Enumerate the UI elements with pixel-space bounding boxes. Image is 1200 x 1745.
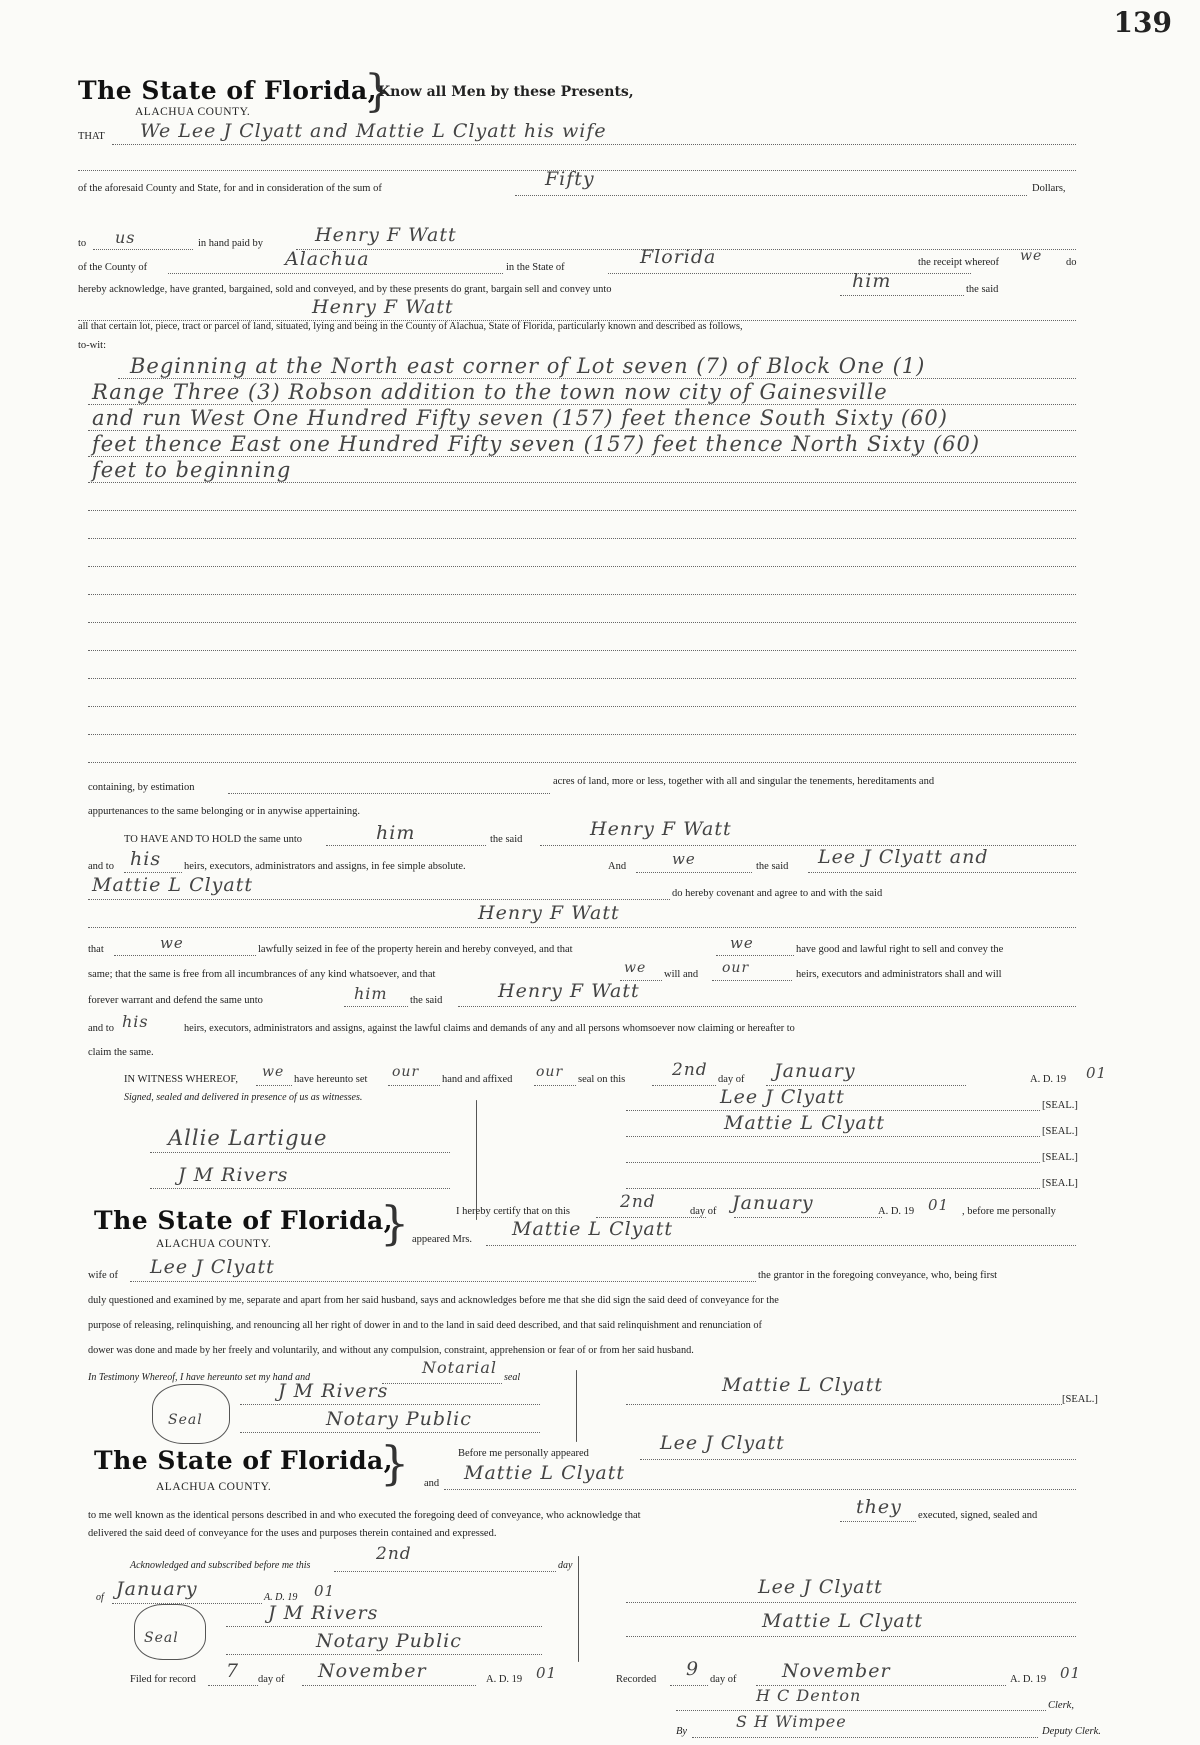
- ack-month-line: [112, 1603, 262, 1604]
- our-line: [712, 980, 792, 981]
- county-value: Alachua: [285, 248, 370, 270]
- we-line: [636, 872, 752, 873]
- county-of-label: of the County of: [78, 262, 148, 273]
- amount-line: [515, 195, 1027, 196]
- warrant-unto-line: [344, 1006, 408, 1007]
- blank-line: [88, 594, 1076, 595]
- recorded-label: Recorded: [616, 1674, 657, 1685]
- ack-of-label: of: [96, 1592, 104, 1603]
- witness-month-value: January: [774, 1060, 856, 1082]
- cert1-year-value: 01: [928, 1196, 950, 1214]
- description-line: Range Three (3) Robson addition to the town now city of Gainesville: [92, 380, 888, 404]
- clerk-name: H C Denton: [756, 1686, 862, 1705]
- witness-year-value: 01: [1086, 1064, 1108, 1082]
- cert2-before-text: Before me personally appeared: [458, 1448, 589, 1459]
- witness-our2-value: our: [536, 1064, 564, 1080]
- grantor-names: We Lee J Clyatt and Mattie L Clyatt his wife: [140, 120, 607, 142]
- filed-day-of: day of: [258, 1674, 285, 1685]
- ack-bracket: [578, 1556, 579, 1662]
- witness-day-line: [652, 1085, 716, 1086]
- cert1-county: ALACHUA COUNTY.: [156, 1238, 272, 1250]
- claims-text: heirs, executors, administrators and assigns, against the lawful claims and demands of any and all persons whomsoever now claiming or hereafter to: [184, 1023, 795, 1034]
- receipt-label: the receipt whereof: [918, 257, 1000, 268]
- county-label: ALACHUA COUNTY.: [135, 106, 251, 118]
- blank-line: [88, 678, 1076, 679]
- notary2-name-line: [226, 1626, 542, 1627]
- county-line: [168, 273, 503, 274]
- known-text: to me well known as the identical persons described in and who executed the foregoing deed of conveyance, who acknowledge that: [88, 1510, 641, 1521]
- signed-sealed-text: Signed, sealed and delivered in presence of us as witnesses.: [124, 1092, 363, 1103]
- ack-ad-label: A. D. 19: [264, 1592, 298, 1603]
- cert1-month-value: January: [732, 1192, 814, 1214]
- wife-signature-line: [626, 1404, 1062, 1405]
- cert2-title: The State of Florida,: [94, 1446, 393, 1475]
- filed-label: Filed for record: [130, 1674, 196, 1685]
- by-label: By: [676, 1726, 688, 1737]
- seized-that-line: [114, 955, 256, 956]
- know-all-men: Know all Men by these Presents,: [378, 84, 634, 100]
- grantor1-name: Lee J Clyatt and: [818, 846, 989, 868]
- hand-text: hand and affixed: [442, 1074, 513, 1085]
- blank-line: [88, 762, 1076, 763]
- page-number: 139: [1113, 6, 1172, 39]
- notary2-title: Notary Public: [316, 1630, 462, 1652]
- notarial-line: [382, 1383, 502, 1384]
- that-line: [112, 144, 1076, 145]
- claims-his-value: his: [122, 1012, 149, 1031]
- payer-name: Henry F Watt: [315, 224, 457, 246]
- seized-that-label: that: [88, 944, 104, 955]
- ack-day-line: [334, 1571, 556, 1572]
- grant-text: hereby acknowledge, have granted, bargained, sold and conveyed, and by these presents do grant, bargain sell and convey unto: [78, 284, 612, 295]
- witness-we-value: we: [262, 1064, 285, 1080]
- description-line: Beginning at the North east corner of Lot seven (7) of Block One (1): [130, 354, 926, 378]
- clerk-label: Clerk,: [1048, 1700, 1074, 1711]
- seal-on-text: seal on this: [578, 1074, 626, 1085]
- habendum-said-label: the said: [490, 834, 523, 845]
- state-value: Florida: [640, 246, 717, 268]
- grantor2-name: Mattie L Clyatt: [92, 874, 254, 896]
- cert1-before-text: , before me personally: [962, 1206, 1056, 1217]
- do-label: do: [1066, 257, 1077, 268]
- free-text: same; that the same is free from all incumbrances of any kind whatsoever, and that: [88, 969, 436, 980]
- delivered-text: delivered the said deed of conveyance for the uses and purposes therein contained and expressed.: [88, 1528, 497, 1539]
- cert1-body-line: duly questioned and examined by me, separate and apart from her said husband, says and acknowledges before me that she did sign the said deed of conveyance for the: [88, 1295, 779, 1306]
- blank-line: [88, 538, 1076, 539]
- blank-line: [88, 706, 1076, 707]
- testimony-text: In Testimony Whereof, I have hereunto set my hand and: [88, 1372, 311, 1383]
- witness-our2-line: [534, 1085, 576, 1086]
- notary2-seal-word: Seal: [144, 1630, 179, 1646]
- notary-seal-word: Seal: [168, 1412, 203, 1428]
- filed-day-line: [208, 1685, 258, 1686]
- wife-seal-label: [SEAL.]: [1062, 1394, 1098, 1405]
- will-label: will and: [664, 969, 699, 980]
- unto-line: [840, 295, 964, 296]
- signature-line: [626, 1188, 1040, 1189]
- notary-title: Notary Public: [326, 1408, 472, 1430]
- cert1-certify-text: I hereby certify that on this: [456, 1206, 571, 1217]
- state-line: [608, 273, 971, 274]
- witness-bracket: [476, 1100, 477, 1220]
- deputy-label: Deputy Clerk.: [1042, 1726, 1101, 1737]
- witness-we-line: [256, 1085, 292, 1086]
- state-label: in the State of: [506, 262, 565, 273]
- habendum-name-line: [540, 845, 1076, 846]
- person2-name: Mattie L Clyatt: [464, 1462, 626, 1484]
- right-line: [716, 955, 794, 956]
- notary-name: J M Rivers: [278, 1380, 389, 1402]
- dollars-label: Dollars,: [1032, 183, 1066, 194]
- to-line: [93, 249, 193, 250]
- claim-same-text: claim the same.: [88, 1047, 154, 1058]
- cert1-day-value: 2nd: [620, 1192, 656, 1212]
- filed-day-value: 7: [226, 1660, 240, 1682]
- warrant-name-line: [458, 1006, 1076, 1007]
- rec-day-of: day of: [710, 1674, 737, 1685]
- consideration-label: of the aforesaid County and State, for and in consideration of the sum of: [78, 183, 382, 194]
- hereunto-text: have hereunto set: [294, 1074, 368, 1085]
- warrant-text: forever warrant and defend the same unto: [88, 995, 263, 1006]
- habendum-unto-line: [326, 845, 486, 846]
- appurtenances-text: appurtenances to the same belonging or in anywise appertaining.: [88, 806, 361, 817]
- ack-day-value: 2nd: [376, 1544, 412, 1564]
- witness-our-line: [388, 1085, 440, 1086]
- witness-label: IN WITNESS WHEREOF,: [124, 1074, 238, 1085]
- covenant-name: Henry F Watt: [478, 902, 620, 924]
- testimony-seal-text: seal: [504, 1372, 521, 1383]
- grantor1-line: [808, 872, 1076, 873]
- executed-text: executed, signed, sealed and: [918, 1510, 1038, 1521]
- witness-ad-label: A. D. 19: [1030, 1074, 1067, 1085]
- blank-line: [88, 622, 1076, 623]
- receipt-value: we: [1020, 248, 1043, 264]
- wife-of-label: wife of: [88, 1270, 119, 1281]
- blank-line: [88, 650, 1076, 651]
- rec-month-value: November: [782, 1660, 891, 1682]
- notarial-value: Notarial: [422, 1358, 498, 1377]
- deputy-line: [692, 1737, 1038, 1738]
- cert1-body-line: purpose of releasing, relinquishing, and renouncing all her right of dower in and to the land in said deed described, and that said relinquishment and renunciation of: [88, 1320, 762, 1331]
- rec-ad-label: A. D. 19: [1010, 1674, 1047, 1685]
- right-value: we: [730, 934, 754, 952]
- covenant-name-line: [88, 927, 1076, 928]
- signature-line: [626, 1162, 1040, 1163]
- they-line: [840, 1521, 916, 1522]
- appeared-text: appeared Mrs.: [412, 1234, 473, 1245]
- person1-name: Lee J Clyatt: [660, 1432, 785, 1454]
- rec-day-value: 9: [686, 1658, 700, 1680]
- husband-name: Lee J Clyatt: [150, 1256, 275, 1278]
- cert1-brace: }: [380, 1196, 410, 1250]
- deputy-name: S H Wimpee: [736, 1712, 847, 1731]
- desc-line: [88, 404, 1076, 405]
- acres-text: acres of land, more or less, together with all and singular the tenements, hereditaments and: [553, 776, 935, 787]
- habendum-label: TO HAVE AND TO HOLD the same unto: [124, 834, 303, 845]
- witness-our-value: our: [392, 1064, 420, 1080]
- heading-brace: }: [364, 66, 392, 117]
- seal-label: [SEAL.]: [1042, 1100, 1078, 1111]
- cert1-month-line: [734, 1217, 882, 1218]
- will-value: we: [624, 960, 647, 976]
- consideration-amount: Fifty: [545, 168, 595, 190]
- clerk-line: [676, 1710, 1046, 1711]
- signature-line: [626, 1136, 1040, 1137]
- testimony-bracket: [576, 1370, 577, 1442]
- mrs-name: Mattie L Clyatt: [512, 1218, 674, 1240]
- land-clause: all that certain lot, piece, tract or parcel of land, situated, lying and being in the County of Alachua, State of Florida, particularly known and described as follows,: [78, 321, 743, 332]
- notary-name-line: [240, 1404, 540, 1405]
- cert2-county: ALACHUA COUNTY.: [156, 1481, 272, 1493]
- sig2-line: [626, 1636, 1076, 1637]
- witness-day-value: 2nd: [672, 1060, 708, 1080]
- filed-month-value: November: [318, 1660, 427, 1682]
- ack-year-value: 01: [314, 1582, 336, 1600]
- cert1-title: The State of Florida,: [94, 1206, 393, 1235]
- we-value: we: [672, 850, 696, 868]
- covenant-text: do hereby covenant and agree to and with the said: [672, 888, 883, 899]
- habendum-name: Henry F Watt: [590, 818, 732, 840]
- witness2-signature: J M Rivers: [178, 1164, 289, 1186]
- the-said-label: the said: [756, 861, 789, 872]
- notary2-name: J M Rivers: [268, 1602, 379, 1624]
- cert2-signature-mattie: Mattie L Clyatt: [762, 1610, 924, 1632]
- signature: Lee J Clyatt: [720, 1086, 845, 1108]
- desc-line: [88, 430, 1076, 431]
- grantor-text: the grantor in the foregoing conveyance, who, being first: [758, 1270, 998, 1281]
- right-text: have good and lawful right to sell and convey the: [796, 944, 1004, 955]
- that-label: THAT: [78, 131, 105, 142]
- in-hand-label: in hand paid by: [198, 238, 264, 249]
- and-to-label: and to: [88, 861, 114, 872]
- warrant-said-label: the said: [410, 995, 443, 1006]
- notary-title-line: [240, 1432, 540, 1433]
- filed-year-value: 01: [536, 1664, 558, 1682]
- cert1-day-of: day of: [690, 1206, 717, 1217]
- seal-label: [SEAL.]: [1042, 1126, 1078, 1137]
- warrant-value: him: [354, 984, 388, 1003]
- unto-value: him: [852, 270, 892, 292]
- to-label: to: [78, 238, 87, 249]
- seal-label: [SEAL.]: [1042, 1152, 1078, 1163]
- witness1-line: [150, 1152, 450, 1153]
- said-label: the said: [966, 284, 999, 295]
- ack-month-value: January: [116, 1578, 198, 1600]
- cert1-body-line: dower was done and made by her freely and voluntarily, and without any compulsion, constraint, apprehension or fear of or from her said husband.: [88, 1345, 694, 1356]
- witness1-signature: Allie Lartigue: [168, 1126, 328, 1150]
- his-value: his: [130, 848, 162, 870]
- signature: Mattie L Clyatt: [724, 1112, 886, 1134]
- our-value: our: [722, 960, 750, 976]
- claims-and-to: and to: [88, 1023, 114, 1034]
- to-wit-label: to-wit:: [78, 340, 106, 351]
- warrant-name: Henry F Watt: [498, 980, 640, 1002]
- blank-line: [88, 734, 1076, 735]
- seized-that-value: we: [160, 934, 184, 952]
- person2-line: [444, 1489, 1076, 1490]
- his-line: [124, 872, 182, 873]
- cert2-signature-lee: Lee J Clyatt: [758, 1576, 883, 1598]
- sig1-line: [626, 1602, 1076, 1603]
- signature-line: [626, 1110, 1040, 1111]
- rec-day-line: [670, 1685, 708, 1686]
- rec-year-value: 01: [1060, 1664, 1082, 1682]
- witness2-line: [150, 1188, 450, 1189]
- grantor2-line: [88, 899, 670, 900]
- desc-line: [88, 482, 1076, 483]
- desc-line: [118, 378, 1076, 379]
- they-value: they: [856, 1496, 902, 1518]
- description-line: feet to beginning: [92, 458, 292, 482]
- cert2-and-label: and: [424, 1478, 440, 1489]
- seal-label: [SEA.L]: [1042, 1178, 1078, 1189]
- blank-line: [88, 510, 1076, 511]
- blank-line: [88, 566, 1076, 567]
- cert2-brace: }: [380, 1436, 410, 1490]
- heirs-text: heirs, executors, administrators and assigns, in fee simple absolute.: [184, 861, 466, 872]
- wife-signature: Mattie L Clyatt: [722, 1374, 884, 1396]
- filed-month-line: [302, 1685, 476, 1686]
- to-value: us: [115, 228, 136, 247]
- cert1-ad-label: A. D. 19: [878, 1206, 915, 1217]
- person1-line: [640, 1459, 1076, 1460]
- witness-day-of: day of: [718, 1074, 745, 1085]
- husband-line: [130, 1281, 756, 1282]
- lawfully-text: lawfully seized in fee of the property herein and hereby conveyed, and that: [258, 944, 573, 955]
- desc-line: [88, 456, 1076, 457]
- ack-day-label: day: [558, 1560, 573, 1571]
- state-title: The State of Florida,: [78, 76, 377, 105]
- filed-ad-label: A. D. 19: [486, 1674, 523, 1685]
- description-line: feet thence East one Hundred Fifty seven (157) feet thence North Sixty (60): [92, 432, 981, 456]
- grantee-name: Henry F Watt: [312, 296, 454, 318]
- ack-text: Acknowledged and subscribed before me this: [130, 1560, 311, 1571]
- mrs-name-line: [486, 1245, 1076, 1246]
- description-line: and run West One Hundred Fifty seven (157) feet thence South Sixty (60): [92, 406, 948, 430]
- habendum-unto-value: him: [376, 822, 416, 844]
- notary2-title-line: [226, 1654, 542, 1655]
- and-label: And: [608, 861, 627, 872]
- acres-line: [228, 793, 550, 794]
- containing-label: containing, by estimation: [88, 782, 195, 793]
- seized-heirs-text: heirs, executors and administrators shall and will: [796, 969, 1002, 980]
